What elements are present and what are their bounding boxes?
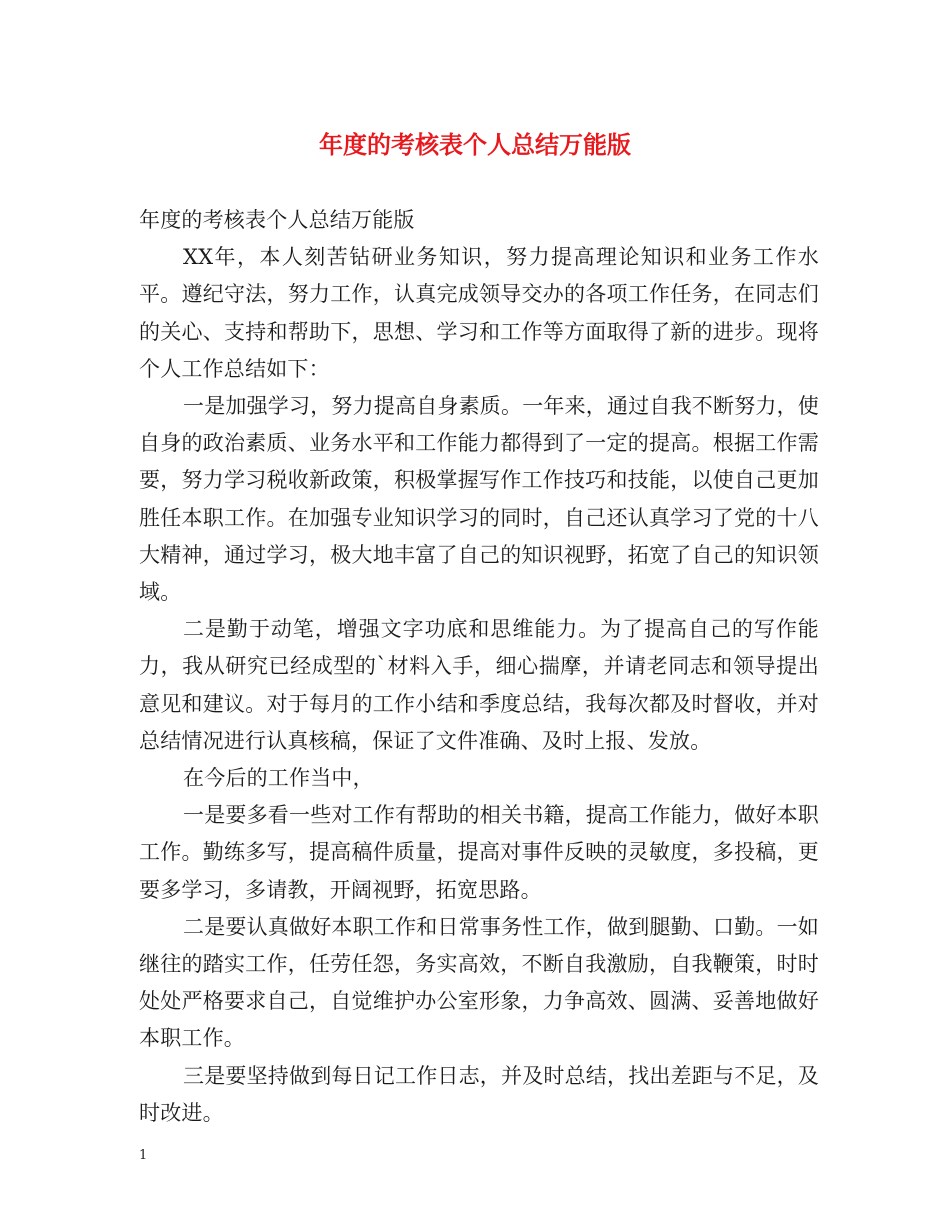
paragraph-intro: XX年，本人刻苦钻研业务知识，努力提高理论知识和业务工作水平。遵纪守法，努力工作，认真完成领导交办的各项工作任务，在同志们的关心、支持和帮助下，思想、学习和工作等方面取得了新的进步。现将个人工作总结如下： — [139, 245, 819, 381]
paragraph-point-1: 一是加强学习，努力提高自身素质。一年来，通过自我不断努力，使自身的政治素质、业务水平和工作能力都得到了一定的提高。根据工作需要，努力学习税收新政策，积极掌握写作工作技巧和技能，以使自己更加胜任本职工作。在加强专业知识学习的同时，自己还认真学习了党的十八大精神，通过学习，极大地丰富了自己的知识视野，拓宽了自己的知识领域。 — [139, 394, 819, 605]
body-heading: 年度的考核表个人总结万能版 — [139, 208, 415, 232]
document-title: 年度的考核表个人总结万能版 — [319, 131, 631, 159]
paragraph-point-2: 二是勤于动笔，增强文字功底和思维能力。为了提高自己的写作能力，我从研究已经成型的`材料入手，细心揣摩，并请老同志和领导提出意见和建议。对于每月的工作小结和季度总结，我每次都及时督收，并对总结情况进行认真核稿，保证了文件准确、及时上报、发放。 — [139, 617, 819, 753]
page-number: 1 — [139, 1148, 148, 1163]
paragraph-plan-1: 一是要多看一些对工作有帮助的相关书籍，提高工作能力，做好本职工作。勤练多写，提高稿件质量，提高对事件反映的灵敏度，多投稿，更要多学习，多请教，开阔视野，拓宽思路。 — [139, 803, 819, 902]
paragraph-plan-2: 二是要认真做好本职工作和日常事务性工作，做到腿勤、口勤。一如继往的踏实工作，任劳任怨，务实高效，不断自我激励，自我鞭策，时时处处严格要求自己，自觉维护办公室形象，力争高效、圆满、妥善地做好本职工作。 — [139, 914, 819, 1051]
paragraph-future-intro: 在今后的工作当中， — [183, 766, 374, 791]
document-body — [139, 202, 819, 1132]
paragraph-plan-3: 三是要坚持做到每日记工作日志，并及时总结，找出差距与不足，及时改进。 — [139, 1063, 819, 1125]
